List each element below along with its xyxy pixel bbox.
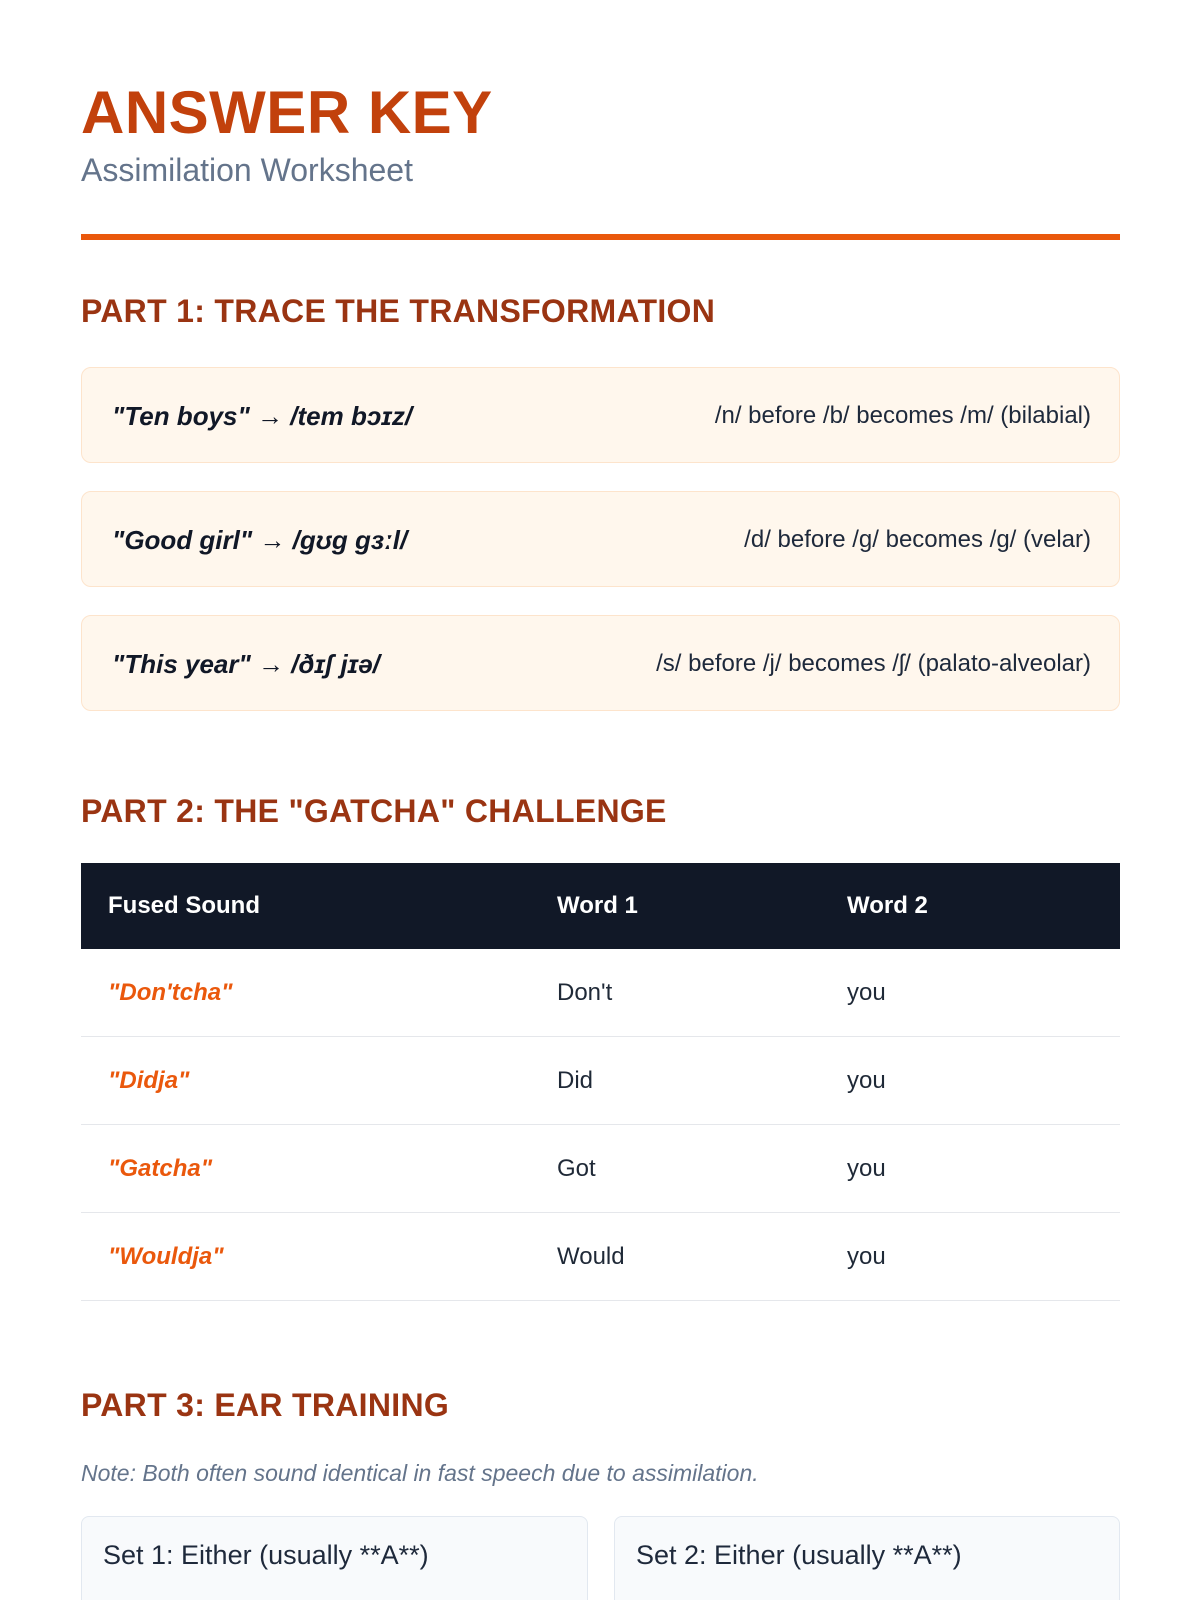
transformation-card (81, 615, 1120, 711)
fused-sound-cell: "Wouldja" (108, 1243, 224, 1270)
transformation-expression: "Good girl" → /gʊg gɜːl/ (112, 525, 408, 555)
transformation-card (81, 367, 1120, 463)
word1-cell: Did (557, 1067, 594, 1094)
fused-sound-cell: "Don'tcha" (108, 979, 233, 1006)
table-row (81, 949, 1120, 1037)
part2-title: PART 2: THE "GATCHA" CHALLENGE (81, 793, 667, 829)
word2-cell: you (847, 1155, 886, 1182)
fused-sound-cell: "Didja" (108, 1067, 190, 1094)
column-header-fused-sound: Fused Sound (108, 892, 260, 919)
part3-title: PART 3: EAR TRAINING (81, 1387, 450, 1423)
table-row (81, 1213, 1120, 1301)
transformation-rule: /s/ before /j/ becomes /ʃ/ (palato-alveolar) (656, 650, 1091, 677)
transformation-expression: "This year" → /ðɪʃ jɪə/ (112, 649, 380, 679)
answer-set-box (81, 1516, 588, 1600)
word1-cell: Would (557, 1243, 625, 1270)
gatcha-table (81, 863, 1120, 1301)
table-row (81, 1125, 1120, 1213)
column-header-word1: Word 1 (557, 892, 638, 919)
answer-set-text: Set 2: Either (usually **A**) (636, 1540, 962, 1570)
transformation-rule: /d/ before /g/ becomes /g/ (velar) (744, 526, 1091, 553)
word2-cell: you (847, 1067, 886, 1094)
ear-training-note: Note: Both often sound identical in fast speech due to assimilation. (81, 1460, 759, 1486)
transformation-card (81, 491, 1120, 587)
word1-cell: Got (557, 1155, 596, 1182)
answer-set-text: Set 1: Either (usually **A**) (103, 1540, 429, 1570)
part1-title: PART 1: TRACE THE TRANSFORMATION (81, 293, 716, 329)
fused-sound-cell: "Gatcha" (108, 1155, 213, 1182)
column-header-word2: Word 2 (847, 892, 928, 919)
page-subtitle: Assimilation Worksheet (81, 152, 413, 188)
table-row (81, 1037, 1120, 1125)
transformation-rule: /n/ before /b/ becomes /m/ (bilabial) (714, 402, 1091, 429)
word1-cell: Don't (557, 979, 613, 1006)
header-divider (81, 234, 1120, 240)
word2-cell: you (847, 979, 886, 1006)
table-header (81, 863, 1120, 949)
answer-set-box (614, 1516, 1120, 1600)
word2-cell: you (847, 1243, 886, 1270)
page-title: ANSWER KEY (81, 79, 493, 146)
transformation-expression: "Ten boys" → /tem bɔɪz/ (112, 401, 413, 431)
